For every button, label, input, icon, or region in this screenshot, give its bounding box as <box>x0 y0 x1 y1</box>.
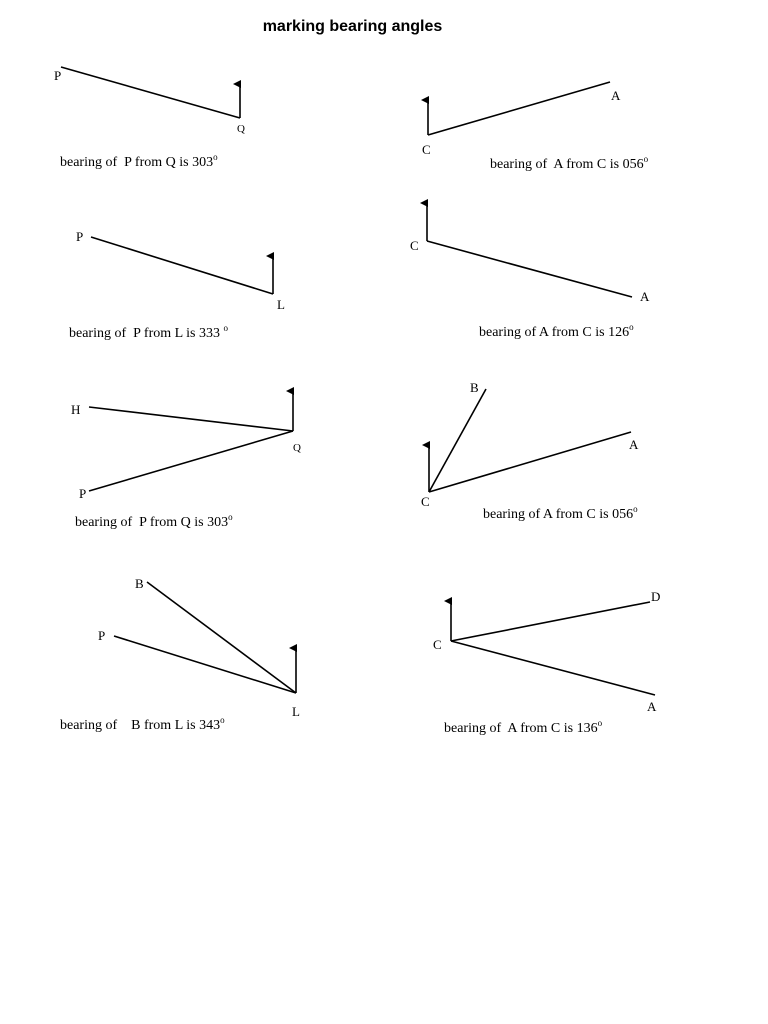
label-q: Q <box>237 123 245 135</box>
page-title: marking bearing angles <box>262 18 443 35</box>
label-c: C <box>433 637 442 652</box>
caption-2 <box>490 154 649 172</box>
label-a: A <box>640 289 650 304</box>
caption-text: bearing of A from C is 126 <box>479 325 630 340</box>
line-qp <box>89 431 293 491</box>
caption-7 <box>60 715 225 733</box>
label-q: Q <box>293 442 301 454</box>
degree-symbol: o <box>597 718 603 728</box>
label-a: A <box>629 437 639 452</box>
diagram-8 <box>433 589 660 736</box>
line-qp <box>61 67 240 118</box>
label-c: C <box>410 238 419 253</box>
label-b: B <box>135 576 144 591</box>
line-lp <box>91 237 273 294</box>
caption-text: bearing of P from L is 333 <box>69 326 224 341</box>
caption-5 <box>75 512 233 530</box>
diagram-5 <box>71 391 301 530</box>
degree-symbol: o <box>633 504 638 514</box>
degree-symbol: o <box>220 715 225 725</box>
label-p: P <box>98 628 106 643</box>
degree-symbol: o <box>629 322 634 332</box>
line-lp <box>114 636 296 693</box>
caption-text: bearing of A from C is 056 <box>490 157 644 172</box>
line-cb <box>429 389 486 492</box>
caption-text: bearing of A from C is 056 <box>483 507 634 522</box>
caption-text: bearing of P from Q is 303 <box>60 155 214 170</box>
degree-symbol: o <box>643 154 649 164</box>
caption-text: bearing of B from L is 343 <box>60 718 221 733</box>
label-a: A <box>611 88 621 103</box>
degree-symbol: o <box>228 512 233 522</box>
caption-3 <box>69 323 229 341</box>
caption-1 <box>60 152 218 170</box>
degree-symbol: o <box>213 152 218 162</box>
caption-8 <box>444 718 603 736</box>
line-ca <box>451 641 655 695</box>
diagram-3 <box>69 229 285 341</box>
label-p: P <box>54 68 62 83</box>
diagram-1 <box>54 67 245 170</box>
label-l: L <box>292 704 300 719</box>
line-qh <box>89 407 293 431</box>
line-ca <box>428 82 610 135</box>
caption-text: bearing of P from Q is 303 <box>75 515 229 530</box>
label-l: L <box>277 297 285 312</box>
diagram-4 <box>410 203 650 340</box>
label-p: P <box>79 486 87 501</box>
line-ca <box>427 241 632 297</box>
label-c: C <box>422 142 431 157</box>
caption-4 <box>479 322 634 340</box>
label-h: H <box>71 402 81 417</box>
diagram-2 <box>422 82 649 172</box>
caption-text: bearing of A from C is 136 <box>444 721 598 736</box>
diagram-6 <box>421 380 639 522</box>
label-d: D <box>651 589 661 604</box>
diagram-7 <box>60 576 300 733</box>
line-lb <box>147 582 296 693</box>
caption-6 <box>483 504 638 522</box>
label-a: A <box>647 699 657 714</box>
line-ca <box>429 432 631 492</box>
label-b: B <box>470 380 479 395</box>
label-c: C <box>421 494 430 509</box>
label-p: P <box>76 229 84 244</box>
line-cd <box>451 602 650 641</box>
degree-symbol: o <box>223 323 228 333</box>
